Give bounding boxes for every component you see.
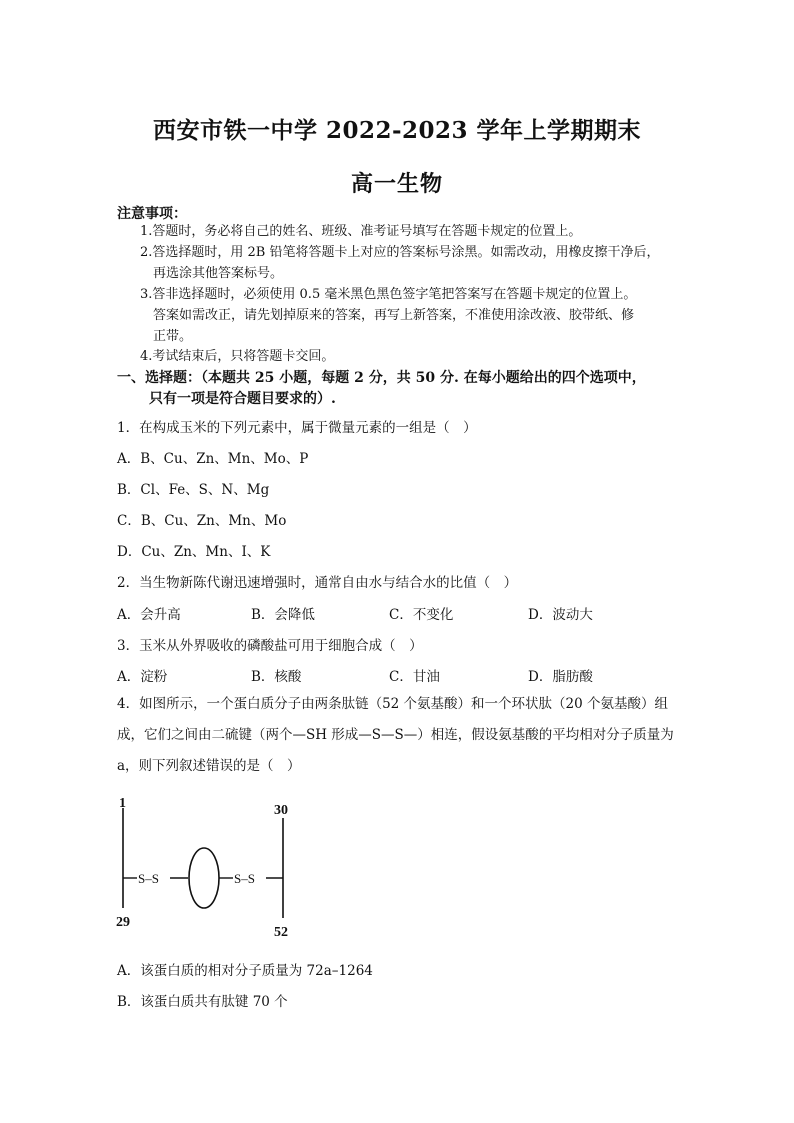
left-bottom-label: 29 [116, 915, 130, 930]
note-item [140, 221, 700, 242]
option-d: D．波动大 [528, 607, 593, 623]
option-b: B．会降低 [251, 607, 315, 623]
question-4-stem-line2: 成，它们之间由二硫键（两个—SH 形成—S—S—）相连，假设氨基酸的平均相对分子质量为 [117, 727, 674, 743]
exam-subtitle: 高一生物 [350, 171, 443, 197]
note-item [140, 346, 700, 367]
right-disulfide-bond: S–S [234, 871, 255, 886]
question-3-stem: 3．玉米从外界吸收的磷酸盐可用于细胞合成（ ） [117, 638, 423, 654]
exam-title: 西安市铁一中学 2022-2023 学年上学期期末 [152, 117, 642, 144]
question-1-option-d: D．Cu、Zn、Mn、I、K [117, 544, 271, 560]
option-c: C．甘油 [389, 669, 440, 685]
question-2-options [117, 603, 697, 623]
option-c: C．不变化 [389, 607, 454, 623]
left-top-label: 1 [119, 796, 126, 811]
question-4-option-b: B．该蛋白质共有肽键 70 个 [117, 994, 288, 1010]
note-text: 3.答非选择题时，必须使用 0.5 毫米黑色黑色签字笔把答案写在答题卡规定的位置上。 [140, 287, 637, 302]
section-heading [117, 368, 697, 410]
question-2-stem: 2．当生物新陈代谢迅速增强时，通常自由水与结合水的比值（ ） [117, 575, 518, 591]
note-text: 4.考试结束后，只将答题卡交回。 [140, 349, 335, 364]
protein-structure-diagram [108, 790, 308, 940]
question-1-stem: 1．在构成玉米的下列元素中，属于微量元素的一组是（ ） [117, 420, 477, 436]
question-4-stem-line1: 4．如图所示，一个蛋白质分子由两条肽链（52 个氨基酸）和一个环状肽（20 个氨基酸）组 [117, 696, 669, 712]
option-b: B．核酸 [251, 669, 302, 685]
question-1-option-c: C．B、Cu、Zn、Mn、Mo [117, 513, 287, 529]
question-4-stem-line3: a，则下列叙述错误的是（ ） [117, 758, 301, 774]
right-top-label: 30 [274, 803, 288, 818]
question-4-option-a: A．该蛋白质的相对分子质量为 72a–1264 [117, 963, 373, 979]
note-text-cont: 再选涂其他答案标号。 [153, 266, 284, 281]
right-bottom-label: 52 [274, 925, 288, 940]
option-a: A．会升高 [117, 607, 181, 623]
note-text: 1.答题时，务必将自己的姓名、班级、准考证号填写在答题卡规定的位置上。 [140, 224, 582, 239]
question-1-option-b: B．Cl、Fe、S、N、Mg [117, 482, 270, 498]
question-4-stem [117, 689, 691, 782]
section-heading-line2: 只有一项是符合题目要求的）. [149, 391, 336, 407]
note-text-cont: 正带。 [153, 329, 193, 344]
left-disulfide-bond: S–S [138, 871, 159, 886]
option-a: A．淀粉 [117, 669, 168, 685]
notes-heading: 注意事项： [117, 206, 187, 222]
section-heading-line1: 一、选择题：（本题共 25 小题，每题 2 分，共 50 分. 在每小题给出的四个选项中， [117, 370, 646, 386]
note-item [140, 242, 700, 284]
question-1-option-a: A．B、Cu、Zn、Mn、Mo、P [117, 451, 309, 467]
cyclic-peptide-ring [189, 848, 219, 908]
note-text: 2.答选择题时，用 2B 铅笔将答题卡上对应的答案标号涂黑。如需改动，用橡皮擦干净后， [140, 245, 660, 260]
option-d: D．脂肪酸 [528, 669, 593, 685]
note-item [140, 284, 700, 347]
question-3-options [117, 665, 697, 685]
note-text-cont: 答案如需改正，请先划掉原来的答案，再写上新答案，不准使用涂改液、胶带纸、修 [153, 308, 635, 323]
